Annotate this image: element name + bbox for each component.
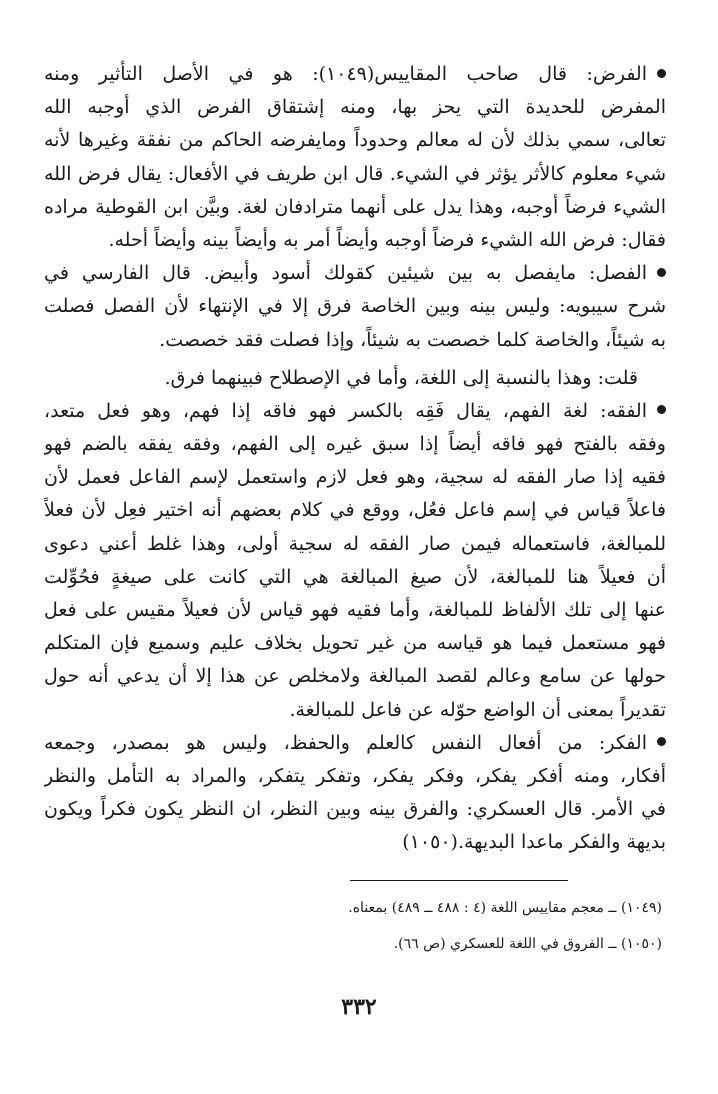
text-line-content: شرح سيبويه: وليس بينه وبين الخاصة فرق إلا في الإنتهاء لأن الفصل فصلت bbox=[44, 295, 666, 318]
footnote-separator bbox=[350, 880, 568, 881]
text-line-content: به شيئاً، والخاصة كلما خصصت به شيئاً، وإذا فصلت فقد خصصت. bbox=[159, 328, 666, 351]
text-line-content: حولها عن سامع وعالم لقصد المبالغة ولامخلص عن هذا إلا أن يدعي أنه حول bbox=[44, 665, 666, 688]
text-line-content: الفرض: قال صاحب المقاييس(١٠٤٩): هو في الأصل التأثير ومنه bbox=[44, 63, 647, 85]
text-line-content: في الأمر. قال العسكري: والفرق بينه وبين النظر، ان النظر يكون فكراً ويكون bbox=[44, 798, 666, 821]
text-line-content: تقديراً بمعنى أن الواضع حوّله عن فاعل للمبالغة. bbox=[289, 698, 666, 721]
text-line bbox=[44, 428, 666, 461]
text-line-content: فاعلاً قياس في إسم فاعل فعُل، ووقع في كلام بعضهم أنه اختير فعِل لأن فعلاً bbox=[44, 499, 666, 522]
text-line-content: فقال: فرض الله الشيء فرضاً أوجبه وأيضاً أمر به وأيضاً بينه وأيضاً أحله. bbox=[108, 228, 666, 251]
text-line bbox=[44, 793, 666, 826]
entry bbox=[44, 727, 666, 860]
text-line-content: أن فعيلاً هنا للمبالغة، لأن صيغ المبالغة هي التي كانت على صيغةٍ فحُوِّلت bbox=[44, 565, 666, 588]
text-line bbox=[44, 324, 666, 357]
text-line bbox=[44, 694, 666, 727]
bullet-icon bbox=[657, 69, 666, 78]
text-line bbox=[44, 158, 666, 191]
text-line-content: بديهة والفكر ماعدا البديهة.(١٠٥٠) bbox=[402, 831, 666, 854]
text-line bbox=[44, 760, 666, 793]
text-line bbox=[44, 58, 666, 91]
page-number: ٣٣٢ bbox=[341, 994, 377, 1020]
text-line-content: الفقه: لغة الفهم، يقال فَقِه بالكسر فهو فاقه إذا فهم، وهو فعل متعد، bbox=[44, 399, 647, 422]
text-line bbox=[44, 627, 666, 660]
footnotes bbox=[120, 890, 662, 962]
text-line-content: تعالى، سمي بذلك لأن له معالم وحدوداً ومايفرضه الحاكم من نفقة وغيرها لأنه bbox=[44, 129, 666, 152]
text-line bbox=[44, 362, 666, 395]
entry bbox=[44, 257, 666, 357]
text-line-content: الفكر: من أفعال النفس كالعلم والحفظ، وليس هو بمصدر، وجمعه bbox=[44, 731, 647, 754]
footnote-1050: (١٠٥٠) ــ الفروق في اللغة للعسكري (ص ٦٦). bbox=[393, 936, 662, 952]
text-line bbox=[44, 660, 666, 693]
text-line bbox=[44, 727, 666, 760]
entry bbox=[44, 395, 666, 727]
text-line bbox=[44, 594, 666, 627]
text-line bbox=[44, 124, 666, 157]
text-line-content: قلت: وهذا بالنسبة إلى اللغة، وأما في الإصطلاح فبينهما فرق. bbox=[164, 366, 638, 389]
text-line bbox=[44, 561, 666, 594]
text-line-content: عنها إلى تلك الألفاظ للمبالغة، وأما فقيه فهو قياس لأن فعيلاً مقيس على فعل bbox=[44, 599, 666, 621]
text-line bbox=[44, 528, 666, 561]
bullet-icon bbox=[657, 405, 666, 414]
main-text bbox=[44, 58, 666, 860]
text-line-content: فهو مستعمل فيما هو قياسه من غير تحويل بخلاف عليم وسميع فإن المتكلم bbox=[44, 632, 666, 655]
text-line-content: المفرض للحديدة التي يحز بها، ومنه إشتقاق الفرض الذي أوجبه الله bbox=[44, 96, 666, 119]
text-line-content: وفقه بالفتح فهو فاقه أيضاً إذا سبق غيره إلى الفهم، وفقه يفقه بالضم فهو bbox=[44, 433, 666, 456]
text-line-content: شيء معلوم كالأثر يؤثر في الشيء. قال ابن طريف في الأفعال: يقال فرض الله bbox=[44, 162, 666, 185]
bullet-icon bbox=[657, 737, 666, 746]
text-line-content: الشيء فرضاً أوجبه، وهذا يدل على أنهما مترادفان لغة. وبيَّن ابن القوطية مراده bbox=[44, 195, 666, 218]
text-line bbox=[44, 257, 666, 290]
entry bbox=[44, 362, 666, 395]
text-line bbox=[44, 461, 666, 494]
text-line bbox=[44, 91, 666, 124]
text-line bbox=[44, 395, 666, 428]
bullet-icon bbox=[657, 268, 666, 277]
text-line bbox=[44, 290, 666, 323]
text-line-content: الفصل: مايفصل به بين شيئين كقولك أسود وأبيض. قال الفارسي في bbox=[44, 262, 647, 285]
text-line bbox=[44, 494, 666, 527]
entry bbox=[44, 58, 666, 257]
footnote-1049: (١٠٤٩) ــ معجم مقاييس اللغة (٤ : ٤٨٨ ــ ٤٨٩) بمعناه. bbox=[348, 900, 662, 916]
text-line-content: أفكار، ومنه أفكر يفكر، وفكر يفكر، وتفكر يتفكر، والمراد به التأمل والنظر bbox=[44, 764, 666, 787]
text-line bbox=[44, 224, 666, 257]
text-line-content: للمبالغة، فاستعماله فيمن صار الفقه له سجية أولى، وهذا غلط أعني دعوى bbox=[44, 532, 666, 555]
text-line-content: فقيه إذا صار الفقه له سجية، وهو فعل لازم واستعمل لإسم الفاعل فعمل لأن bbox=[44, 466, 666, 489]
text-line bbox=[44, 826, 666, 859]
text-line bbox=[44, 191, 666, 224]
